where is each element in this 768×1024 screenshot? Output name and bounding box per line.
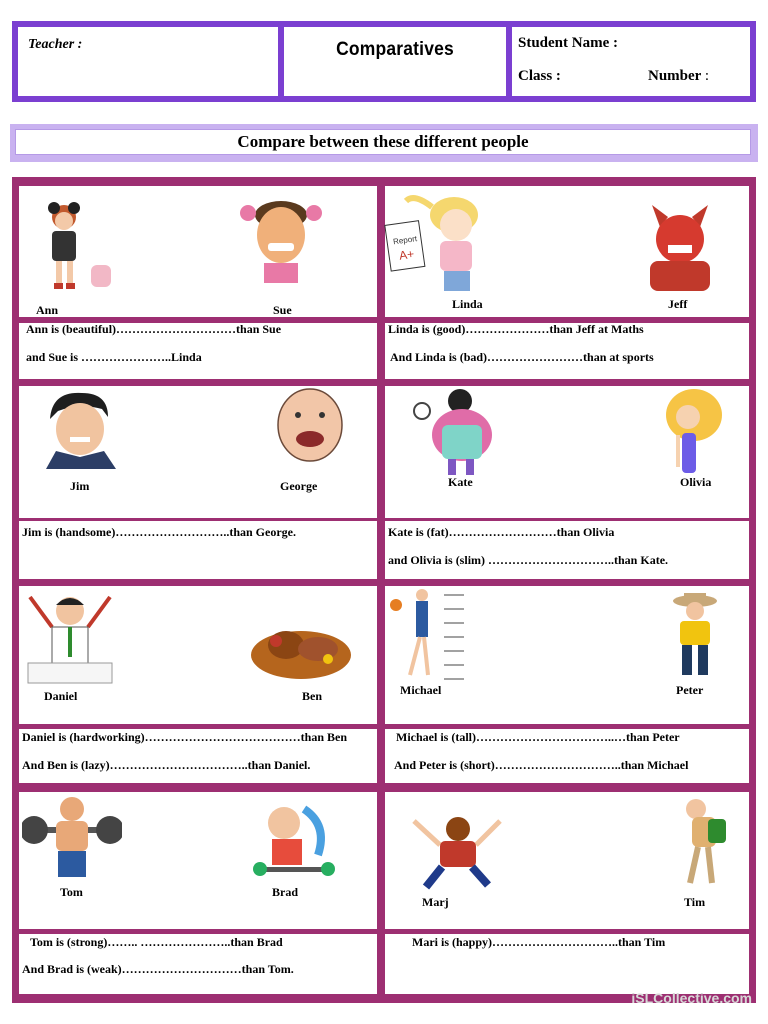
picture-cell-linda-jeff [384,185,750,318]
kate-picture [408,387,508,477]
sentence-kate-olivia-1: Kate is (fat)………………………than Olivia [388,525,615,539]
sentence-michael-peter-1: Michael is (tall)……………………………..…than Peter [396,730,680,744]
teacher-field [18,27,279,96]
svg-text:Report: Report [392,234,418,247]
name-michael: Michael [400,683,442,697]
watermark: iSLCollective.com [631,990,752,1006]
name-george: George [280,479,318,493]
sentence-cell-kate-olivia [384,520,750,580]
jeff-picture [632,195,728,293]
title-cell [284,27,506,96]
name-marj: Marj [422,895,449,909]
picture-cell-tom-brad [18,791,378,930]
sentence-cell-daniel-ben [18,728,378,784]
name-brad: Brad [272,885,299,899]
olivia-picture [652,385,736,477]
sue-picture [236,191,326,286]
sentence-tom-brad-1: Tom is (strong)…….. …………………..than Brad [30,935,283,949]
name-tim: Tim [684,895,706,909]
svg-text:A+: A+ [398,246,416,263]
ann-picture [36,199,126,299]
sentence-tom-brad-2: And Brad is (weak)…………………………than Tom. [22,962,294,976]
sentence-cell-jim-george [18,520,378,580]
sentence-daniel-ben-2: And Ben is (lazy)……………………………..than Daniel. [22,758,311,772]
michael-picture [384,585,476,685]
instruction-box [10,124,758,162]
picture-cell-daniel-ben [18,585,378,725]
name-daniel: Daniel [44,689,78,703]
name-sue: Sue [273,303,292,317]
name-jim: Jim [70,479,90,493]
sentence-cell-tom-brad [18,933,378,995]
name-ann: Ann [36,303,59,317]
teacher-label: Teacher : [28,37,83,52]
name-olivia: Olivia [680,475,712,489]
student-info-cell [512,27,750,96]
worksheet-title: Comparatives [336,39,454,60]
tom-picture [22,793,122,883]
student-name-label: Student Name : [518,35,618,51]
class-label: Class : [518,68,561,84]
instruction-text: Compare between these different people [15,129,751,155]
sentence-linda-jeff-2: And Linda is (bad)……………………than at sports [390,350,654,364]
picture-cell-jim-george [18,385,378,519]
number-label [648,68,709,85]
name-jeff: Jeff [668,297,688,311]
header-box [12,21,756,102]
name-kate: Kate [448,475,473,489]
name-peter: Peter [676,683,704,697]
sentence-daniel-ben-1: Daniel is (hardworking)…………………………………than Ben [22,730,348,744]
name-tom: Tom [60,885,83,899]
number-colon: : [704,68,709,84]
exercise-grid [12,177,756,1003]
daniel-picture [22,587,118,687]
picture-cell-marj-tim [384,791,750,930]
sentence-michael-peter-2: And Peter is (short)…………………………..than Michael [394,758,689,772]
marj-picture [404,815,508,895]
name-ben: Ben [302,689,323,703]
sentence-cell-ann-sue [18,322,378,380]
number-label-text: Number [648,68,702,84]
sentence-cell-michael-peter [384,728,750,784]
name-linda: Linda [452,297,483,311]
ben-picture [246,605,356,685]
picture-cell-ann-sue [18,185,378,318]
jim-picture [36,389,126,469]
sentence-ann-sue-1: Ann is (beautiful)…………………………than Sue [26,322,282,336]
picture-cell-kate-olivia [384,385,750,519]
sentence-marj-tim-1: Mari is (happy)…………………………..than Tim [412,935,666,949]
george-picture [270,385,350,467]
sentence-cell-linda-jeff [384,322,750,380]
picture-cell-michael-peter [384,585,750,725]
linda-picture [384,187,504,297]
sentence-linda-jeff-1: Linda is (good)…………………than Jeff at Maths [388,322,644,336]
sentence-kate-olivia-2: and Olivia is (slim) …………………………..than Kate. [388,553,669,567]
tim-picture [668,795,734,891]
sentence-ann-sue-2: and Sue is …………………..Linda [26,350,202,364]
brad-picture [244,795,344,881]
sentence-jim-george-1: Jim is (handsome)………………………..than George. [22,525,296,539]
peter-picture [662,591,728,685]
sentence-cell-marj-tim [384,933,750,995]
